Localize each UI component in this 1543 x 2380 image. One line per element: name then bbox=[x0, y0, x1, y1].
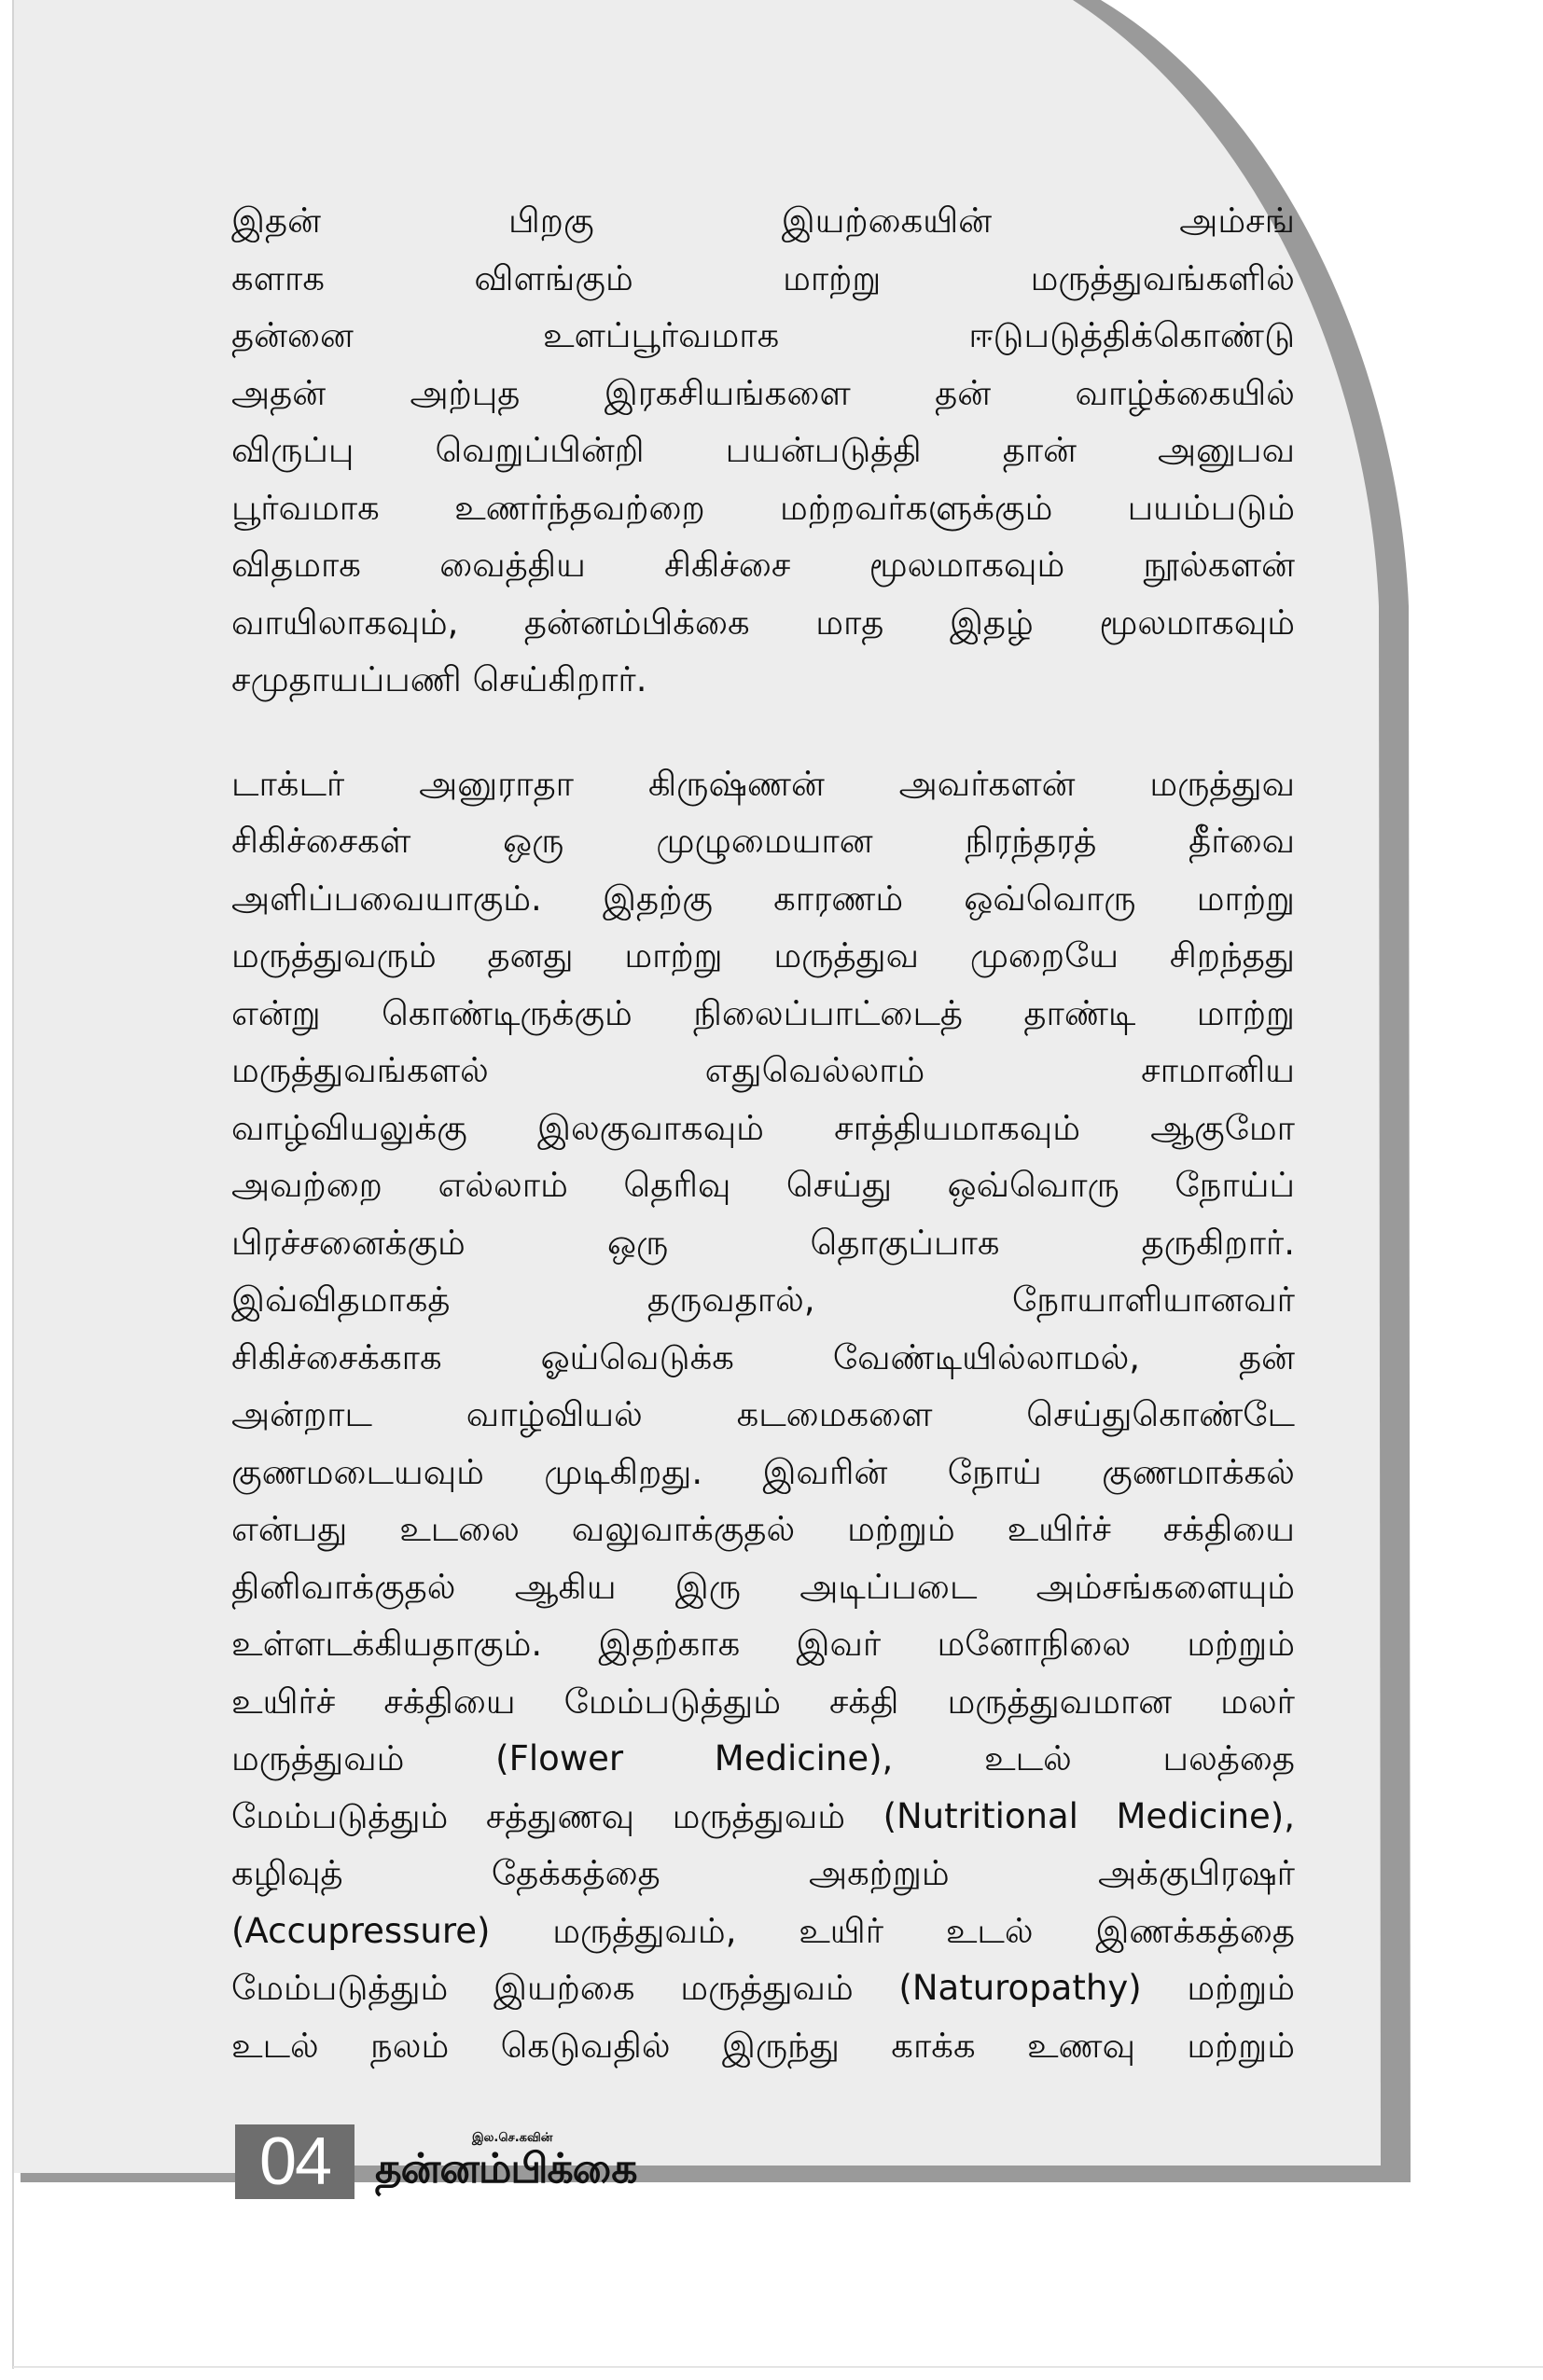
text-line: அதன் அற்புத இரகசியங்களை தன் வாழ்க்கையில் bbox=[231, 372, 1295, 413]
text-line: மருத்துவங்களல் எதுவெல்லாம் சாமானிய bbox=[231, 1050, 1295, 1090]
page-number: 04 bbox=[235, 2124, 354, 2199]
text-line: வாயிலாகவும், தன்னம்பிக்கை மாத இதழ் மூலமாகவும் bbox=[231, 602, 1295, 643]
paragraph-2 bbox=[231, 755, 1295, 2075]
text-line: சிகிச்சைகள் ஒரு முழுமையான நிரந்தரத் தீர்வை bbox=[231, 821, 1295, 861]
text-line: அளிப்பவையாகும். இதற்கு காரணம் ஒவ்வொரு மாற்று bbox=[231, 878, 1295, 919]
text-line: தன்னை உளப்பூர்வமாக ஈடுபடுத்திக்கொண்டு bbox=[231, 315, 1295, 355]
text-line: இதன் பிறகு இயற்கையின் அம்சங் bbox=[231, 201, 1295, 241]
text-line: களாக விளங்கும் மாற்று மருத்துவங்களில் bbox=[231, 257, 1295, 298]
text-line: பூர்வமாக உணர்ந்தவற்றை மற்றவர்களுக்கும் பயம்படும் bbox=[231, 487, 1295, 528]
text-line: என்று கொண்டிருக்கும் நிலைப்பாட்டைத் தாண்டி மாற்று bbox=[231, 992, 1295, 1033]
article-body bbox=[231, 192, 1295, 2074]
text-line: இவ்விதமாகத் தருவதால், நோயாளியானவர் bbox=[231, 1280, 1295, 1320]
text-line: அன்றாட வாழ்வியல் கடமைகளை செய்துகொண்டே bbox=[231, 1394, 1295, 1434]
masthead-author: இல.செ.கவின் bbox=[472, 2131, 553, 2145]
text-line: அவற்றை எல்லாம் தெரிவு செய்து ஒவ்வொரு நோய்ப் bbox=[231, 1165, 1295, 1205]
text-line: விருப்பு வெறுப்பின்றி பயன்படுத்தி தான் அனுபவ bbox=[231, 430, 1295, 470]
paragraph-1 bbox=[231, 192, 1295, 709]
text-line: (Accupressure) மருத்துவம், உயிர் உடல் இணக்கத்தை bbox=[231, 1910, 1295, 1951]
bottom-strip bbox=[13, 2117, 237, 2173]
text-line: மருத்துவம் (Flower Medicine), உடல் பலத்தை bbox=[231, 1738, 1295, 1778]
text-line: உயிர்ச் சக்தியை மேம்படுத்தும் சக்தி மருத்துவமான மலர் bbox=[231, 1681, 1295, 1722]
magazine-masthead bbox=[375, 2131, 636, 2193]
text-line: மருத்துவரும் தனது மாற்று மருத்துவ முறையே சிறந்தது bbox=[231, 935, 1295, 976]
text-line: வாழ்வியலுக்கு இலகுவாகவும் சாத்தியமாகவும் ஆகுமோ bbox=[231, 1107, 1295, 1148]
text-line: குணமடையவும் முடிகிறது. இவரின் நோய் குணமாக்கல் bbox=[231, 1451, 1295, 1492]
text-line: என்பது உடலை வலுவாக்குதல் மற்றும் உயிர்ச் சக்தியை bbox=[231, 1509, 1295, 1549]
text-line: தினிவாக்குதல் ஆகிய இரு அடிப்படை அம்சங்களையும் bbox=[231, 1566, 1295, 1607]
page-footer bbox=[235, 2124, 636, 2199]
text-line: மேம்படுத்தும் சத்துணவு மருத்துவம் (Nutritional Medicine), bbox=[231, 1795, 1295, 1836]
text-line: உடல் நலம் கெடுவதில் இருந்து காக்க உணவு மற்றும் bbox=[231, 2025, 1295, 2066]
text-line: கழிவுத் தேக்கத்தை அகற்றும் அக்குபிரஷர் bbox=[231, 1853, 1295, 1893]
masthead-title: தன்னம்பிக்கை bbox=[375, 2145, 637, 2193]
text-line: சிகிச்சைக்காக ஓய்வெடுக்க வேண்டியில்லாமல், தன் bbox=[231, 1336, 1295, 1377]
text-line: சமுதாயப்பணி செய்கிறார். bbox=[231, 659, 647, 699]
text-line: டாக்டர் அனுராதா கிருஷ்ணன் அவர்களன் மருத்துவ bbox=[231, 763, 1295, 804]
text-line: விதமாக வைத்திய சிகிச்சை மூலமாகவும் நூல்களன் bbox=[231, 545, 1295, 585]
text-line: மேம்படுத்தும் இயற்கை மருத்துவம் (Naturopathy) மற்றும் bbox=[231, 1968, 1295, 2008]
text-line: பிரச்சனைக்கும் ஒரு தொகுப்பாக தருகிறார். bbox=[231, 1222, 1295, 1263]
text-line: உள்ளடக்கியதாகும். இதற்காக இவர் மனோநிலை மற்றும் bbox=[231, 1624, 1295, 1664]
